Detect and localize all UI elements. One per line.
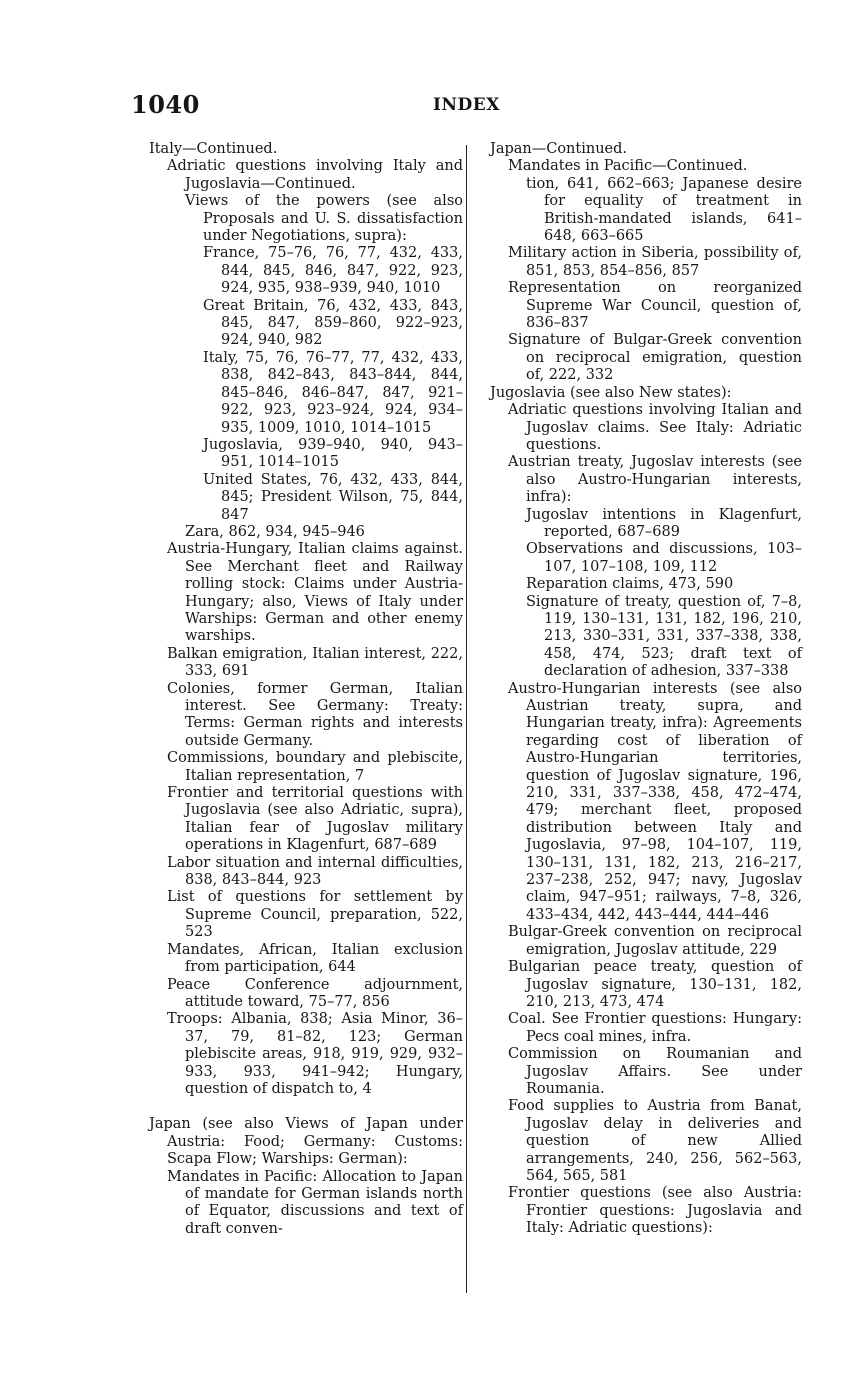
index-entry: Observations and discussions, 103–107, 107–108, 109, 112 (526, 541, 802, 575)
index-entry: Mandates in Pacific—Continued. (508, 158, 748, 175)
index-entry: Representation on reorganized Supreme War Council, question of, 836–837 (508, 280, 802, 332)
index-entry: Signature of Bulgar-Greek convention on reciprocal emigration, question of, 222, 332 (508, 332, 802, 384)
index-entry: Commissions, boundary and plebiscite, Italian representation, 7 (167, 750, 463, 784)
index-entry: Austria-Hungary, Italian claims against. See Merchant fleet and Railway rolling stock: Claims under Austria-Hungary; also, Views of Italy under Warships: German and other enemy warships. (167, 541, 463, 645)
index-entry: Italy, 75, 76, 76–77, 77, 432, 433, 838, 842–843, 843–844, 844, 845–846, 846–847, 847, 921–922, 923, 923–924, 924, 934–935, 1009, 1010, 1014–1015 (203, 349, 463, 436)
left-column (131, 141, 463, 1238)
index-entry: Colonies, former German, Italian interest. See Germany: Treaty: Terms: German rights and interests outside Germany. (167, 680, 463, 749)
index-entry: Adriatic questions involving Italian and Jugoslav claims. See Italy: Adriatic questions. (508, 402, 802, 453)
index-entry: Troops: Albania, 838; Asia Minor, 36–37, 79, 81–82, 123; German plebiscite areas, 918, 919, 929, 932–933, 933, 941–942; Hungary, question of dispatch to, 4 (167, 1011, 463, 1097)
index-entry: Adriatic questions involving Italy and Jugoslavia—Continued. (167, 158, 463, 192)
index-entry: Balkan emigration, Italian interest, 222, 333, 691 (167, 645, 463, 680)
index-entry: Reparation claims, 473, 590 (526, 576, 734, 593)
index-entry: Signature of treaty, question of, 7–8, 119, 130–131, 131, 182, 196, 210, 213, 330–331, 331, 337–338, 338, 458, 474, 523; draft text of declaration of adhesion, 337–338 (526, 593, 802, 680)
column-divider (466, 145, 467, 1293)
right-column (472, 141, 802, 1238)
index-entry: tion, 641, 662–663; Japanese desire for equality of treatment in British-mandated islands, 641–648, 663–665 (526, 175, 802, 245)
index-entry: Peace Conference adjournment, attitude toward, 75–77, 856 (167, 976, 463, 1010)
index-entry: Mandates, African, Italian exclusion from participation, 644 (167, 941, 463, 976)
index-entry: List of questions for settlement by Supreme Council, preparation, 522, 523 (167, 889, 463, 941)
index-entry: Commission on Roumanian and Jugoslav Affairs. See under Roumania. (508, 1046, 802, 1097)
index-entry: Frontier questions (see also Austria: Frontier questions: Jugoslavia and Italy: Adriatic questions): (508, 1185, 802, 1237)
page-number: 1040 (131, 90, 200, 119)
index-entry: Japan—Continued. (490, 141, 627, 157)
index-entry: Jugoslavia, 939–940, 940, 943–951, 1014–1015 (203, 436, 463, 471)
index-entry: Coal. See Frontier questions: Hungary: Pecs coal mines, infra. (508, 1011, 802, 1045)
index-entry: Austrian treaty, Jugoslav interests (see also Austro-Hungarian interests, infra): (508, 454, 802, 506)
index-entry: Views of the powers (see also Proposals and U. S. dissatisfaction under Negotiations, supra): (185, 193, 463, 245)
index-entry: Italy—Continued. (149, 141, 278, 157)
index-entry: Military action in Siberia, possibility of, 851, 853, 854–856, 857 (508, 245, 802, 279)
index-entry: Frontier and territorial questions with Jugoslavia (see also Adriatic, supra), Italian fear of Jugoslav military operations in Klagenfurt, 687–689 (167, 785, 463, 854)
index-entry: Bulgarian peace treaty, question of Jugoslav signature, 130–131, 182, 210, 213, 473, 474 (508, 959, 802, 1010)
index-entry: Mandates in Pacific: Allocation to Japan of mandate for German islands north of Equator, discussions and text of draft conven- (167, 1168, 463, 1237)
index-entry: Food supplies to Austria from Banat, Jugoslav delay in deliveries and question of new Allied arrangements, 240, 256, 562–563, 564, 565, 581 (508, 1098, 802, 1184)
running-title: INDEX (433, 95, 500, 115)
index-entry: Jugoslav intentions in Klagenfurt, reported, 687–689 (526, 506, 802, 540)
index-entry: Labor situation and internal difficulties, 838, 843–844, 923 (167, 854, 463, 889)
index-entry: Japan (see also Views of Japan under Austria: Food; Germany: Customs: Scapa Flow; Warships: German): (149, 1116, 463, 1168)
index-entry: Great Britain, 76, 432, 433, 843, 845, 847, 859–860, 922–923, 924, 940, 982 (203, 297, 463, 349)
index-entry: Bulgar-Greek convention on reciprocal emigration, Jugoslav attitude, 229 (508, 924, 802, 958)
index-entry: Zara, 862, 934, 945–946 (185, 523, 365, 540)
index-entry: France, 75–76, 76, 77, 432, 433, 844, 845, 846, 847, 922, 923, 924, 935, 938–939, 940, 1010 (203, 245, 463, 297)
index-entry: United States, 76, 432, 433, 844, 845; President Wilson, 75, 844, 847 (203, 471, 463, 523)
index-entry: Austro-Hungarian interests (see also Austrian treaty, supra, and Hungarian treaty, infra): Agreements regarding cost of liberation of Austro-Hungarian territories, question of Jugoslav signature, 196, 210, 331, 337–338, 458, 472–474, 479; merchant fleet, proposed distribution between Italy and Jugoslavia, 97–98, 104–107, 119, 130–131, 131, 182, 213, 216–217, 237–238, 252, 947; navy, Jugoslav claim, 947–951; railways, 7–8, 326, 433–434, 442, 443–444, 444–446 (508, 680, 802, 923)
index-entry: Jugoslavia (see also New states): (490, 384, 732, 401)
